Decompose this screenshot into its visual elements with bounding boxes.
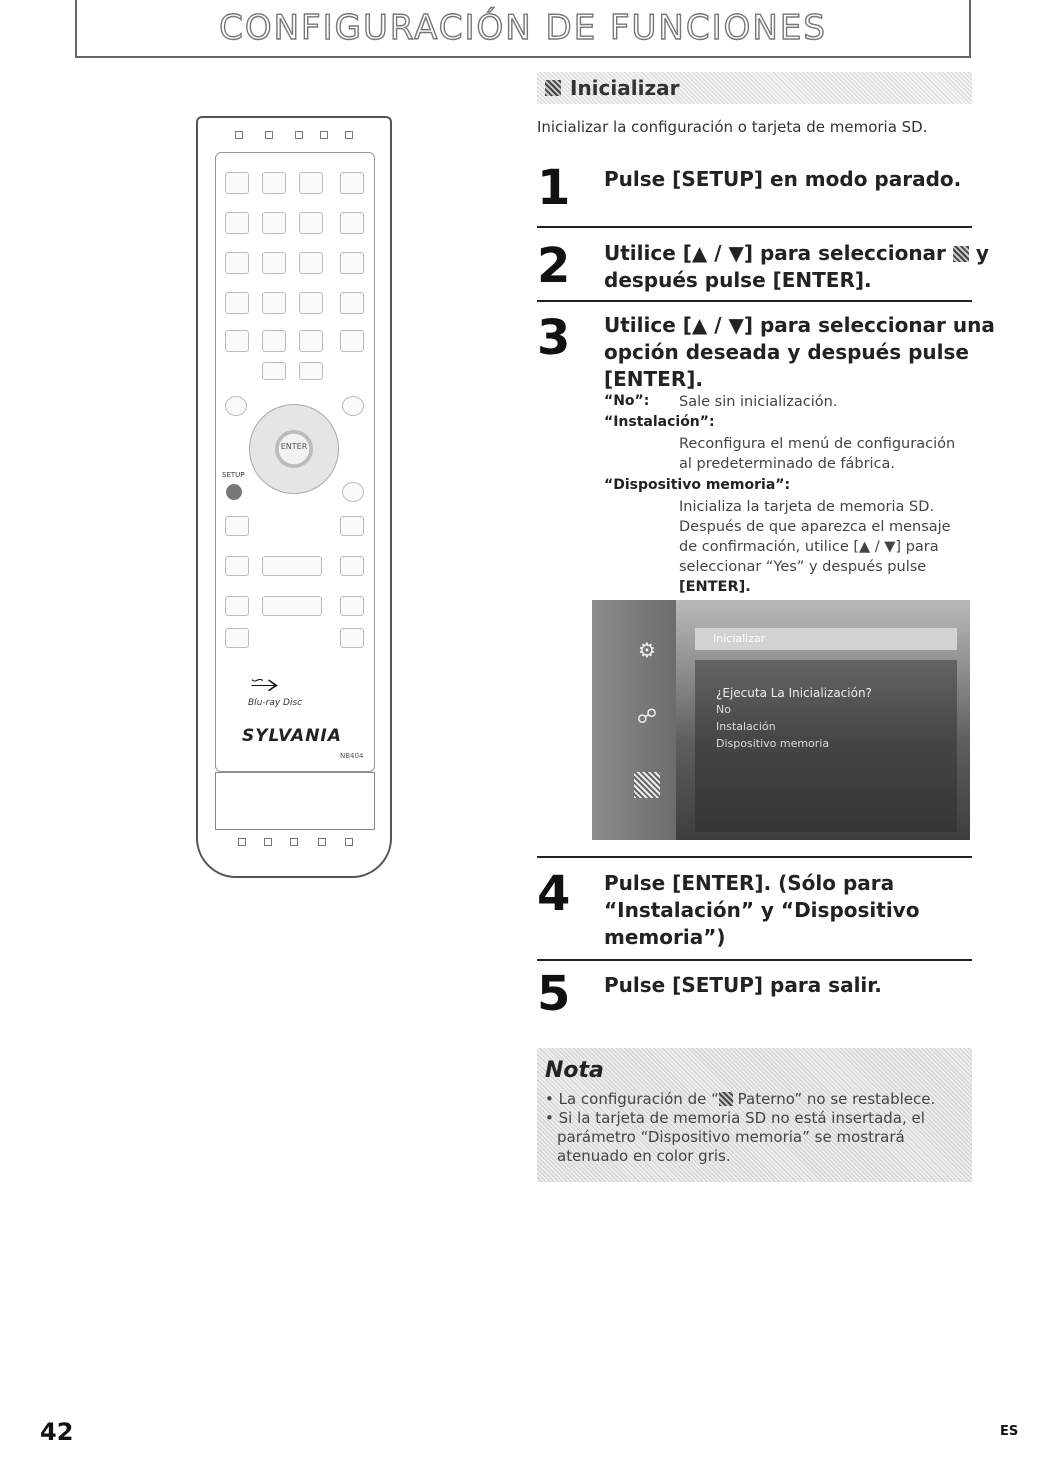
page-header: [75, 0, 971, 58]
remote-button: [262, 252, 286, 274]
remote-led: [265, 131, 273, 139]
remote-setup-button: [226, 484, 242, 500]
note-title: Nota: [545, 1058, 604, 1083]
remote-button: [225, 628, 249, 648]
option-text: Sale sin inicialización.: [679, 394, 838, 410]
remote-led: [320, 131, 328, 139]
step-text: Pulse [SETUP] para salir.: [604, 973, 882, 997]
remote-button: [340, 292, 364, 314]
note-text: [545, 1090, 965, 1166]
remote-button: [299, 292, 323, 314]
remote-button: [299, 212, 323, 234]
parental-icon: ☍: [636, 704, 658, 728]
step-divider: [537, 959, 972, 961]
remote-button: [225, 172, 249, 194]
remote-button: [342, 482, 364, 502]
remote-button: [340, 628, 364, 648]
remote-button: [225, 596, 249, 616]
step-text-line: memoria”): [604, 925, 726, 949]
bluray-logo-text: Blu-ray Disc: [248, 698, 303, 708]
remote-button: [225, 516, 249, 536]
page-number: 42: [40, 1418, 74, 1446]
remote-led: [238, 838, 246, 846]
step-text-line: [ENTER].: [604, 367, 703, 391]
screen-option: Instalación: [716, 720, 776, 733]
remote-button: [340, 252, 364, 274]
bluray-logo-icon: ⭇: [250, 672, 279, 697]
option-text: Después de que aparezca el mensaje: [679, 519, 951, 535]
step-text-line: “Instalación” y “Dispositivo: [604, 898, 920, 922]
screen-option: Dispositivo memoria: [716, 737, 830, 750]
remote-button: [225, 396, 247, 416]
remote-button: [340, 596, 364, 616]
step-text-part: Utilice [▲ / ▼] para seleccionar: [604, 241, 946, 265]
option-text: Reconfigura el menú de configuración: [679, 436, 956, 452]
remote-button: [342, 396, 364, 416]
step-divider: [537, 300, 972, 302]
remote-button: [340, 516, 364, 536]
option-text: seleccionar “Yes” y después pulse: [679, 559, 927, 575]
note-line: parámetro “Dispositivo memoria” se mostrará: [557, 1128, 905, 1146]
remote-led: [264, 838, 272, 846]
section-description: Inicializar la configuración o tarjeta de memoria SD.: [537, 118, 928, 136]
step-text: Pulse [SETUP] en modo parado.: [604, 167, 962, 191]
remote-stop-button: [262, 596, 322, 616]
initialize-icon: [634, 772, 660, 798]
remote-led: [235, 131, 243, 139]
remote-led: [290, 838, 298, 846]
remote-button: [225, 556, 249, 576]
setup-icon: ⚙: [638, 638, 656, 662]
remote-led: [345, 131, 353, 139]
remote-button: [262, 362, 286, 380]
note-line: • La configuración de “: [545, 1090, 719, 1108]
step-text-line: después pulse [ENTER].: [604, 268, 872, 292]
step-text-line: Pulse [ENTER]. (Sólo para: [604, 871, 895, 895]
step-text-line: Utilice [▲ / ▼] para seleccionar una: [604, 313, 995, 337]
remote-base: [215, 772, 375, 830]
remote-button: [262, 330, 286, 352]
remote-led: [295, 131, 303, 139]
remote-button: [299, 330, 323, 352]
step-number: 5: [537, 966, 571, 1022]
remote-button: [340, 330, 364, 352]
remote-brand: SYLVANIA: [242, 726, 342, 746]
option-text: Inicializa la tarjeta de memoria SD.: [679, 499, 934, 515]
remote-led: [318, 838, 326, 846]
screen-question: ¿Ejecuta La Inicialización?: [716, 686, 872, 700]
step-number: 2: [537, 238, 571, 294]
remote-button: [225, 292, 249, 314]
note-line: • Si la tarjeta de memoria SD no está insertada, el: [545, 1109, 925, 1127]
remote-model: NB404: [340, 752, 364, 760]
option-text: [ENTER].: [679, 579, 751, 595]
step-number: 4: [537, 866, 571, 922]
option-label: “Dispositivo memoria”:: [604, 477, 791, 493]
option-text: de confirmación, utilice [▲ / ▼] para: [679, 539, 939, 555]
note-line: atenuado en color gris.: [557, 1147, 731, 1165]
page-title: CONFIGURACIÓN DE FUNCIONES: [219, 8, 827, 48]
screen-title: Inicializar: [695, 628, 957, 650]
remote-button: [299, 172, 323, 194]
remote-play-button: [262, 556, 322, 576]
remote-button: [340, 556, 364, 576]
step-number: 1: [537, 160, 571, 216]
remote-button: [299, 362, 323, 380]
initialize-icon: [545, 80, 561, 96]
remote-button: [225, 212, 249, 234]
option-label: “No”:: [604, 393, 650, 409]
step-divider: [537, 226, 972, 228]
section-title: Inicializar: [570, 76, 680, 100]
remote-enter-label: ENTER: [280, 442, 308, 451]
parental-icon: [719, 1092, 733, 1106]
remote-button: [262, 292, 286, 314]
step-text-line: opción deseada y después pulse: [604, 340, 969, 364]
screen-option: No: [716, 703, 731, 716]
option-text: al predeterminado de fábrica.: [679, 456, 896, 472]
remote-button: [262, 212, 286, 234]
remote-button: [340, 172, 364, 194]
remote-button: [299, 252, 323, 274]
remote-setup-label: SETUP: [222, 471, 245, 479]
step-number: 3: [537, 310, 571, 366]
initialize-icon: [953, 246, 969, 262]
step-text-part: y: [975, 241, 989, 265]
step-text: [604, 240, 989, 267]
language-code: ES: [1000, 1424, 1019, 1439]
remote-led: [345, 838, 353, 846]
step-divider: [537, 856, 972, 858]
option-label: “Instalación”:: [604, 414, 715, 430]
note-line: Paterno” no se restablece.: [732, 1090, 936, 1108]
remote-button: [340, 212, 364, 234]
remote-button: [262, 172, 286, 194]
remote-button: [225, 330, 249, 352]
remote-button: [225, 252, 249, 274]
